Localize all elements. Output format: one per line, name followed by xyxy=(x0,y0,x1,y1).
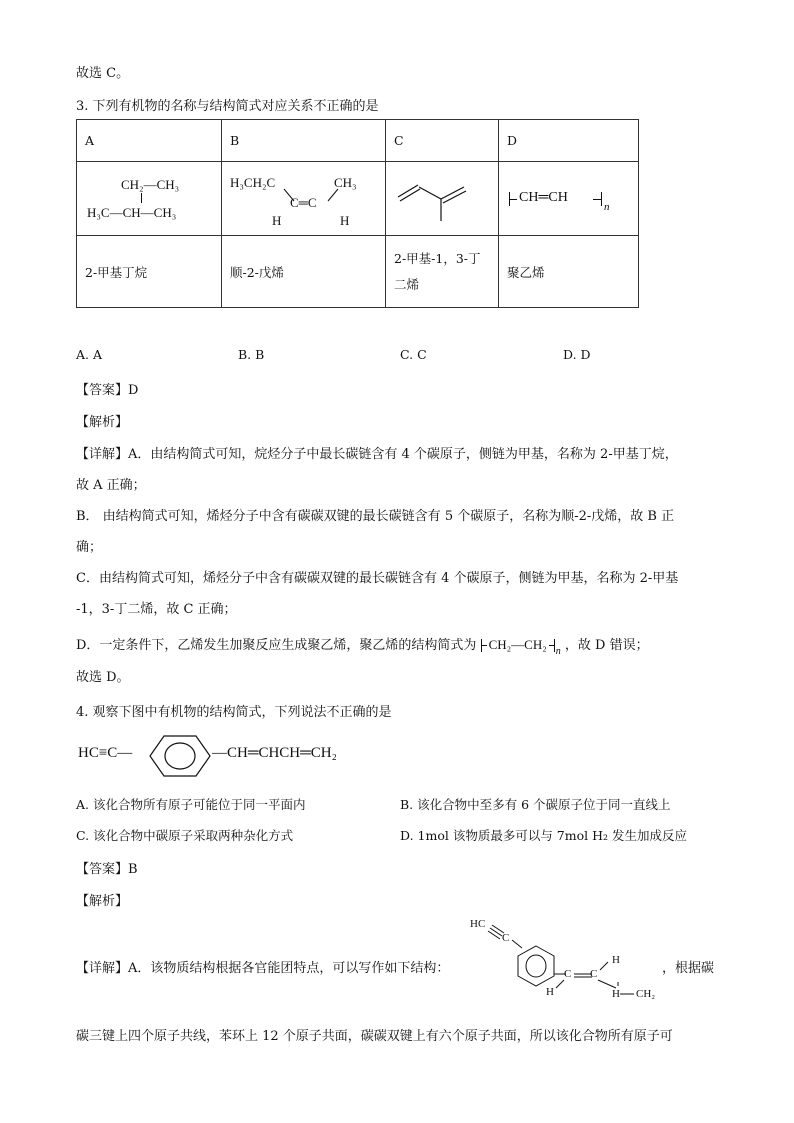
pe-bracket-right xyxy=(554,639,555,652)
q4-option-a: A. 该化合物所有原子可能位于同一平面内 xyxy=(76,797,306,812)
q4-detail-1-end: ，根据碳 xyxy=(662,961,715,976)
header-d: D xyxy=(499,120,639,162)
name-c-line1: 2-甲基-1，3-丁 xyxy=(394,250,481,266)
q3-option-c: C. C xyxy=(400,347,427,362)
name-c xyxy=(386,236,499,308)
struct-b-methyl: CH₃ xyxy=(334,174,357,190)
name-a: 2-甲基丁烷 xyxy=(77,236,222,308)
q3-detail-b2: 确； xyxy=(76,540,103,555)
q3-detail-a2: 故 A 正确； xyxy=(76,478,146,493)
q4-option-d: D. 1mol 该物质最多可以与 7mol H₂ 发生加成反应 xyxy=(400,828,687,843)
q3-detail-d1-end: ，故 D 错误； xyxy=(564,638,649,653)
pe-bond-left xyxy=(481,645,487,646)
q3-detail-d1-text: D．一定条件下，乙烯发生加聚反应生成聚乙烯，聚乙烯的结构简式为 xyxy=(76,638,477,653)
fig-h2: H xyxy=(546,986,554,998)
fig-c2: C xyxy=(564,968,572,980)
name-b: 顺-2-戊烯 xyxy=(222,236,386,308)
struct-d-unit: CH═CH xyxy=(519,189,568,205)
fig-c1: C xyxy=(502,932,510,944)
pe-n: n xyxy=(555,646,561,657)
q4-expanded-structure xyxy=(466,916,666,1006)
header-b: B xyxy=(222,120,386,162)
bracket-right xyxy=(601,192,602,206)
struct-a-bottom: H₃C—CH—CH₃ xyxy=(87,204,177,220)
struct-b-double: C═C xyxy=(290,194,317,210)
pe-unit: CH₂—CH₂ xyxy=(488,637,547,652)
struct-b-ethyl: H₃CH₂C xyxy=(230,174,276,190)
q4-structure-left: HC≡C— xyxy=(78,745,133,761)
question-4-stem: 4. 观察下图中有机物的结构简式，下列说法不正确的是 xyxy=(76,705,392,720)
bond-left xyxy=(509,199,517,200)
polyethylene-formula xyxy=(481,637,561,657)
fig-hc: HC xyxy=(470,918,486,930)
question-3-stem: 3. 下列有机物的名称与结构简式对应关系不正确的是 xyxy=(76,99,379,114)
q4-option-c: C. 该化合物中碳原子采取两种杂化方式 xyxy=(76,828,294,843)
struct-d-n: n xyxy=(604,200,610,213)
header-c: C xyxy=(386,120,499,162)
fig-h1: H xyxy=(612,954,620,966)
fig-h3: H xyxy=(612,988,620,1000)
struct-a-top: CH₂—CH₃ xyxy=(121,176,180,192)
struct-b-h1: H xyxy=(272,212,282,228)
q4-analysis-label: 【解析】 xyxy=(76,894,129,909)
q3-detail-c2: -1，3-丁二烯，故 C 正确； xyxy=(76,602,237,617)
name-c-line2: 二烯 xyxy=(394,276,420,292)
q4-answer: 【答案】B xyxy=(76,862,138,877)
q3-detail-d1 xyxy=(76,634,649,657)
structure-a xyxy=(77,162,222,236)
q3-option-d: D. D xyxy=(563,347,591,362)
q3-detail-c1: C．由结构简式可知，烯烃分子中含有碳碳双键的最长碳链含有 4 个碳原子，侧链为甲基，名称为 2-甲基 xyxy=(76,571,679,586)
name-d: 聚乙烯 xyxy=(499,236,639,308)
structure-c-skeletal xyxy=(394,167,474,227)
q4-detail-2: 碳三键上四个原子共线，苯环上 12 个原子共面，碳碳双键上有六个原子共面，所以该化合物所有原子可 xyxy=(76,1029,673,1044)
struct-b-h2: H xyxy=(340,212,350,228)
q3-conclusion: 故选 D。 xyxy=(76,670,130,685)
q4-detail-1: 【详解】A．该物质结构根据各官能团特点，可以写作如下结构： xyxy=(76,961,450,976)
bond-right xyxy=(593,199,601,200)
question-3-table xyxy=(76,119,639,308)
q3-option-b: B. B xyxy=(238,347,265,362)
fig-c3: C xyxy=(590,968,598,980)
structure-c xyxy=(386,162,499,236)
q3-detail-b1: B． 由结构简式可知，烯烃分子中含有碳碳双键的最长碳链含有 5 个碳原子，名称为顺-2-戊烯，故 B 正 xyxy=(76,509,675,524)
q3-detail-a1: 【详解】A．由结构简式可知，烷烃分子中最长碳链含有 4 个碳原子，侧链为甲基，名称为 2-甲基丁烷， xyxy=(76,447,678,462)
fig-ch2: CH₂ xyxy=(636,988,656,1000)
header-a: A xyxy=(77,120,222,162)
q3-analysis-label: 【解析】 xyxy=(76,415,129,430)
structure-d xyxy=(499,162,639,236)
benzene-ring-icon xyxy=(148,734,214,778)
previous-conclusion: 故选 C。 xyxy=(76,66,130,81)
q3-option-a: A. A xyxy=(76,347,103,362)
q3-answer: 【答案】D xyxy=(76,383,139,398)
struct-a-bond xyxy=(141,193,142,203)
q4-option-b: B. 该化合物中至多有 6 个碳原子位于同一直线上 xyxy=(400,797,671,812)
structure-b xyxy=(222,162,386,236)
q4-structure-right: —CH═CHCH═CH₂ xyxy=(212,745,337,761)
